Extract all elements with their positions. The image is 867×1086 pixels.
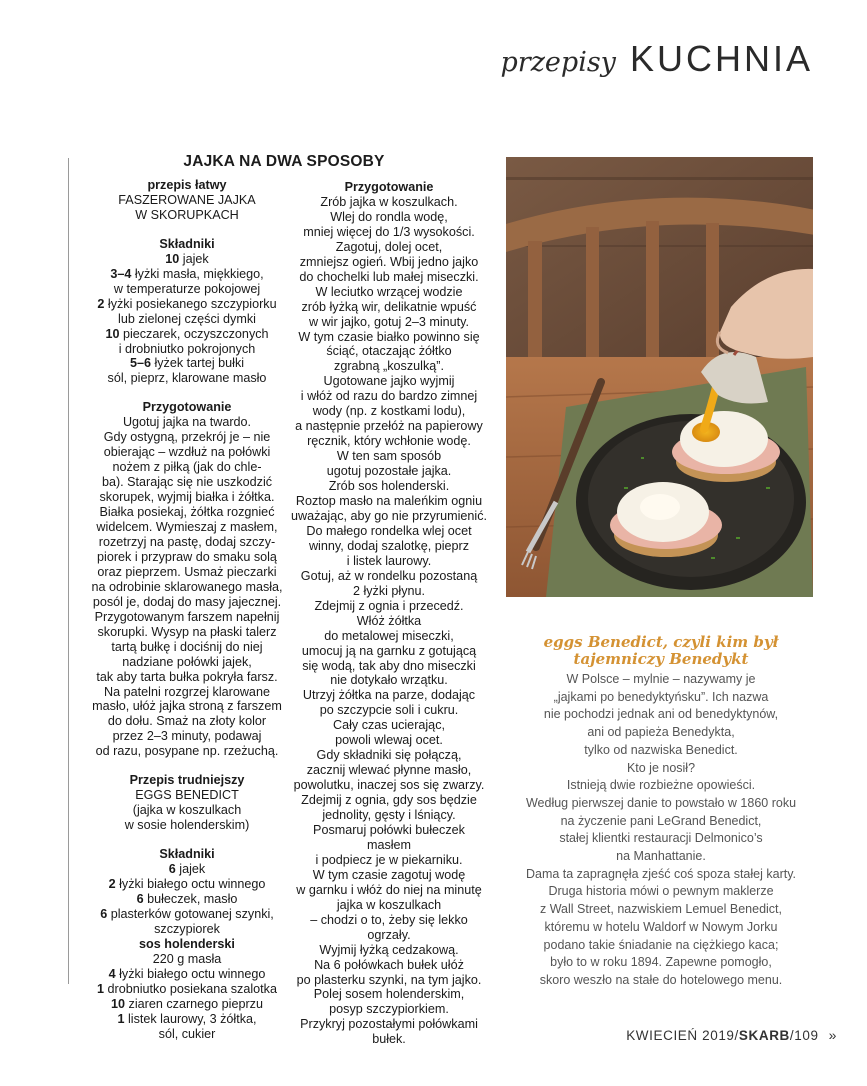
recipe-line: skorupki. Wysyp na płaski talerz: [97, 624, 277, 639]
recipe-line: w garnku i włóż do niej na minutę: [296, 882, 482, 897]
recipe-line: – chodzi o to, żeby się lekko: [310, 912, 468, 927]
recipe-line: Na 6 połówkach bułek ułóż: [314, 957, 464, 972]
recipe-line: w temperaturze pokojowej: [113, 281, 261, 296]
recipe-line: po szczypcie soli i cukru.: [319, 703, 459, 718]
recipe-line: Cały czas ucierając,: [333, 718, 445, 733]
recipe-heading: przepis łatwy: [147, 178, 227, 192]
recipe-line: sól, pieprz, klarowane masło: [107, 371, 267, 386]
footer-brand: SKARB: [738, 1028, 790, 1043]
recipe-line: 6 jajek: [168, 862, 206, 877]
recipe-line: ba). Starając się nie uszkodzić: [101, 475, 273, 490]
recipe-line: jednolity, gęsty i lśniący.: [322, 808, 456, 823]
recipe-line: lub zielonej części dymki: [118, 311, 256, 326]
recipe-line: FASZEROWANE JAJKA: [118, 192, 256, 207]
recipe-line: tak aby tarta bułka pokryła farsz.: [96, 669, 278, 684]
recipe-line: sól, cukier: [158, 1026, 216, 1041]
recipe-line: zgrabną „koszulką”.: [334, 359, 444, 374]
recipe-line: Wyjmij łyżką cedzakową.: [319, 942, 459, 957]
sidebar-line: tylko od nazwiska Benedict.: [584, 742, 738, 757]
recipe-heading: Składniki: [159, 847, 215, 862]
recipe-line: 4 łyżki białego octu winnego: [108, 966, 266, 981]
column-divider: [68, 158, 69, 984]
recipe-line: Przykryj pozostałymi połówkami: [300, 1017, 478, 1032]
recipe-line: nadziane połówki jajek,: [122, 654, 252, 669]
recipe-middle-column: [282, 180, 496, 1047]
recipe-line: szczypiorek: [154, 921, 220, 936]
page-footer: [626, 1027, 837, 1043]
recipe-line: 2 łyżki białego octu winnego: [108, 876, 266, 891]
recipe-line: 2 łyżki płynu.: [352, 583, 426, 598]
recipe-line: EGGS BENEDICT: [135, 788, 239, 803]
recipe-line: jajka w koszulkach: [336, 897, 442, 912]
paragraph-gap: [74, 759, 300, 773]
recipe-line: ręcznik, który wchłonie wodę.: [307, 434, 471, 449]
recipe-line: 6 plasterków gotowanej szynki,: [100, 906, 274, 921]
recipe-line: Posmaruj połówki bułeczek: [313, 822, 465, 837]
recipe-line: winny, dodaj szalotkę, pieprz: [308, 538, 470, 553]
sidebar-line: Istnieją dwie rozbieżne opowieści.: [566, 778, 756, 793]
recipe-line: zacznij wlewać płynne masło,: [306, 763, 472, 778]
recipe-line: Włóż żółtka: [356, 613, 422, 628]
recipe-line: zmniejsz ogień. Wbij jedno jajko: [299, 254, 479, 269]
recipe-line: 5–6 łyżek tartej bułki: [129, 356, 245, 371]
recipe-line: 1 listek laurowy, 3 żółtka,: [117, 1011, 257, 1026]
recipe-line: Utrzyj żółtka na parze, dodając: [302, 688, 476, 703]
recipe-line: skorupek, wyjmij białka i żółtka.: [99, 490, 275, 505]
sidebar-line: skoro weszło na stałe do hotelowego menu.: [539, 972, 783, 987]
recipe-line: po plasterku szynki, na tym jajko.: [296, 972, 482, 987]
recipe-line: ściąć, otaczając żółtko: [326, 344, 452, 359]
sidebar-line: Według pierwszej danie to powstało w 1860 roku: [525, 795, 797, 810]
recipe-line: tartą bułkę i dociśnij do niej: [111, 639, 263, 654]
recipe-line: Zrób sos holenderski.: [328, 479, 450, 494]
recipe-line: w wir jajko, gotuj 2–3 minuty.: [308, 314, 470, 329]
recipe-line: 10 jajek: [165, 251, 209, 266]
recipe-line: do chochelki lub małej miseczki.: [299, 269, 479, 284]
recipe-line: Ugotuj jajka na twardo.: [122, 415, 252, 430]
recipe-line: ugotuj pozostałe jajka.: [326, 464, 452, 479]
sidebar-line: na Manhattanie.: [616, 849, 706, 864]
recipe-line: 220 g masła: [152, 951, 222, 966]
sidebar-line: któremu w hotelu Waldorf w Nowym Jorku: [544, 919, 778, 934]
recipe-line: 1 drobniutko posiekana szalotka: [97, 981, 277, 996]
recipe-line: a następnie przełóż na papierowy: [295, 419, 483, 434]
recipe-line: posyp szczypiorkiem.: [329, 1002, 449, 1017]
recipe-line: 2 łyżki posiekanego szczypiorku: [97, 296, 277, 311]
recipe-line: mniej więcej do 1/3 wysokości.: [303, 224, 475, 239]
recipe-heading: Przepis trudniejszy: [129, 773, 245, 788]
recipe-line: Gotuj, aż w rondelku pozostaną: [300, 568, 478, 583]
recipe-line: w sosie holenderskim): [124, 818, 250, 833]
recipe-line: Wlej do rondla wodę,: [330, 209, 448, 224]
recipe-line: zrób łyżką wir, delikatnie wpuść: [301, 299, 477, 314]
article-title: JAJKA NA DWA SPOSOBY: [183, 153, 385, 170]
recipe-line: na odrobinie sklarowanego masła,: [91, 579, 283, 594]
recipe-line: Gdy ostygną, przekrój je – nie: [103, 430, 271, 445]
sidebar-body: [510, 671, 812, 990]
recipe-line: bułek.: [372, 1032, 406, 1047]
recipe-line: umocuj ją na garnku z gotującą: [301, 643, 477, 658]
recipe-line: i drobniutko pokrojonych: [118, 341, 256, 356]
sidebar-line: z Wall Street, nazwiskiem Lemuel Benedict,: [540, 902, 782, 917]
recipe-line: do dołu. Smaż na złoty kolor: [107, 714, 267, 729]
paragraph-gap: [74, 223, 300, 237]
sidebar-title: [510, 634, 812, 668]
recipe-line: Zdejmij z ognia i przecedź.: [314, 598, 464, 613]
recipe-line: powoli wlewaj ocet.: [335, 733, 443, 748]
recipe-line: oraz pieprzem. Usmaż pieczarki: [97, 564, 277, 579]
recipe-line: obierając – wzdłuż na połówki: [103, 445, 271, 460]
sidebar-title-line: eggs Benedict, czyli kim był: [543, 633, 779, 651]
recipe-line: Przygotowanym farszem napełnij: [94, 609, 280, 624]
next-page-arrow-icon[interactable]: »: [828, 1027, 837, 1043]
recipe-line: piorek i przypraw do smaku solą: [97, 549, 277, 564]
recipe-line: do metalowej miseczki,: [324, 628, 454, 643]
sidebar-line: Kto je nosił?: [626, 760, 696, 775]
sidebar-title-line: tajemniczy Benedykt: [573, 650, 749, 668]
recipe-line: ogrzały.: [367, 927, 411, 942]
sidebar-line: Druga historia mówi o pewnym maklerze: [548, 884, 774, 899]
recipe-line: (jajka w koszulkach: [132, 803, 242, 818]
recipe-line: W SKORUPKACH: [135, 207, 239, 222]
recipe-line: nie dotykało wrzątku.: [330, 673, 448, 688]
sidebar-line: ani od papieża Benedykta,: [587, 725, 735, 740]
sidebar-line: na życzenie pani LeGrand Benedict,: [560, 813, 762, 828]
recipe-line: masłem: [366, 837, 412, 852]
section-header: [501, 38, 813, 80]
recipe-line: Polej sosem holenderskim,: [313, 987, 465, 1002]
sidebar-line: W Polsce – mylnie – nazywamy je: [566, 672, 756, 686]
eggs-benedict-photo: [506, 157, 813, 597]
recipe-line: powolutku, inaczej sos się zwarzy.: [293, 778, 485, 793]
recipe-line: W tym czasie zagotuj wodę: [312, 867, 466, 882]
recipe-line: uważając, aby go nie przyrumienić.: [291, 508, 487, 523]
recipe-line: W tym czasie białko powinno się: [298, 329, 480, 344]
recipe-line: i podpiecz je w piekarniku.: [315, 852, 463, 867]
sidebar-line: „jajkami po benedyktyńsku”. Ich nazwa: [553, 689, 769, 704]
footer-page-number: /109: [789, 1028, 819, 1043]
recipe-line: Białka posiekaj, żółtka rozgnieć: [99, 505, 275, 520]
sidebar-line: było to w roku 1894. Zapewne pomogło,: [550, 955, 772, 970]
sidebar-line: stałej klientki restauracji Delmonico’s: [559, 831, 763, 846]
footer-issue: KWIECIEŃ 2019/: [626, 1028, 739, 1043]
recipe-line: Zdejmij z ognia, gdy sos będzie: [301, 793, 477, 808]
recipe-line: Gdy składniki się połączą,: [316, 748, 462, 763]
recipe-line: posól je, dodaj do masy jajecznej.: [92, 594, 282, 609]
paragraph-gap: [74, 833, 300, 847]
recipe-heading: Przygotowanie: [344, 180, 434, 194]
recipe-line: widelcem. Wymieszaj z masłem,: [96, 520, 278, 535]
recipe-heading: Przygotowanie: [142, 400, 232, 415]
recipe-line: się wodą, tak aby dno miseczki: [302, 658, 476, 673]
recipe-line: rozetrzyj na pastę, dodaj szczy-: [98, 534, 276, 549]
recipe-line: W leciutko wrzącej wodzie: [315, 284, 463, 299]
recipe-line: 10 pieczarek, oczyszczonych: [105, 326, 269, 341]
section-script-label: przepisy: [500, 47, 616, 78]
recipe-line: Roztop masło na maleńkim ogniu: [295, 494, 483, 509]
recipe-line: 10 ziaren czarnego pieprzu: [111, 996, 263, 1011]
recipe-line: Zagotuj, dolej ocet,: [335, 239, 443, 254]
sidebar-line: podano takie śniadanie na ciężkiego kaca;: [543, 937, 779, 952]
recipe-line: i listek laurowy.: [346, 553, 432, 568]
recipe-line: masło, ułóż jajka stroną z farszem: [92, 699, 282, 714]
sidebar-line: Dama ta zapragnęła zjeść coś spoza stałej karty.: [525, 866, 797, 881]
recipe-line: 3–4 łyżki masła, miękkiego,: [110, 266, 264, 281]
section-caps-label: KUCHNIA: [629, 38, 813, 79]
recipe-line: Zrób jajka w koszulkach.: [320, 194, 458, 209]
recipe-line: 6 bułeczek, masło: [136, 891, 238, 906]
recipe-line: od razu, posypane np. rzeżuchą.: [95, 744, 279, 759]
paragraph-gap: [74, 386, 300, 400]
recipe-heading: sos holenderski: [139, 936, 235, 951]
recipe-line: W ten sam sposób: [336, 449, 442, 464]
recipe-line: przez 2–3 minuty, podawaj: [112, 729, 262, 744]
recipe-line: wody (np. z kostkami lodu),: [312, 404, 466, 419]
recipe-line: Ugotowane jajko wyjmij: [323, 374, 455, 389]
recipe-line: Do małego rondelka wlej ocet: [306, 523, 472, 538]
recipe-heading: Składniki: [159, 236, 215, 251]
recipe-line: i włóż od razu do bardzo zimnej: [300, 389, 478, 404]
recipe-left-column: [74, 178, 300, 1041]
sidebar-line: nie pochodzi jednak ani od benedyktynów,: [543, 707, 779, 722]
recipe-line: nożem z piłką (jak do chle-: [112, 460, 262, 475]
recipe-line: Na patelni rozgrzej klarowane: [104, 684, 270, 699]
